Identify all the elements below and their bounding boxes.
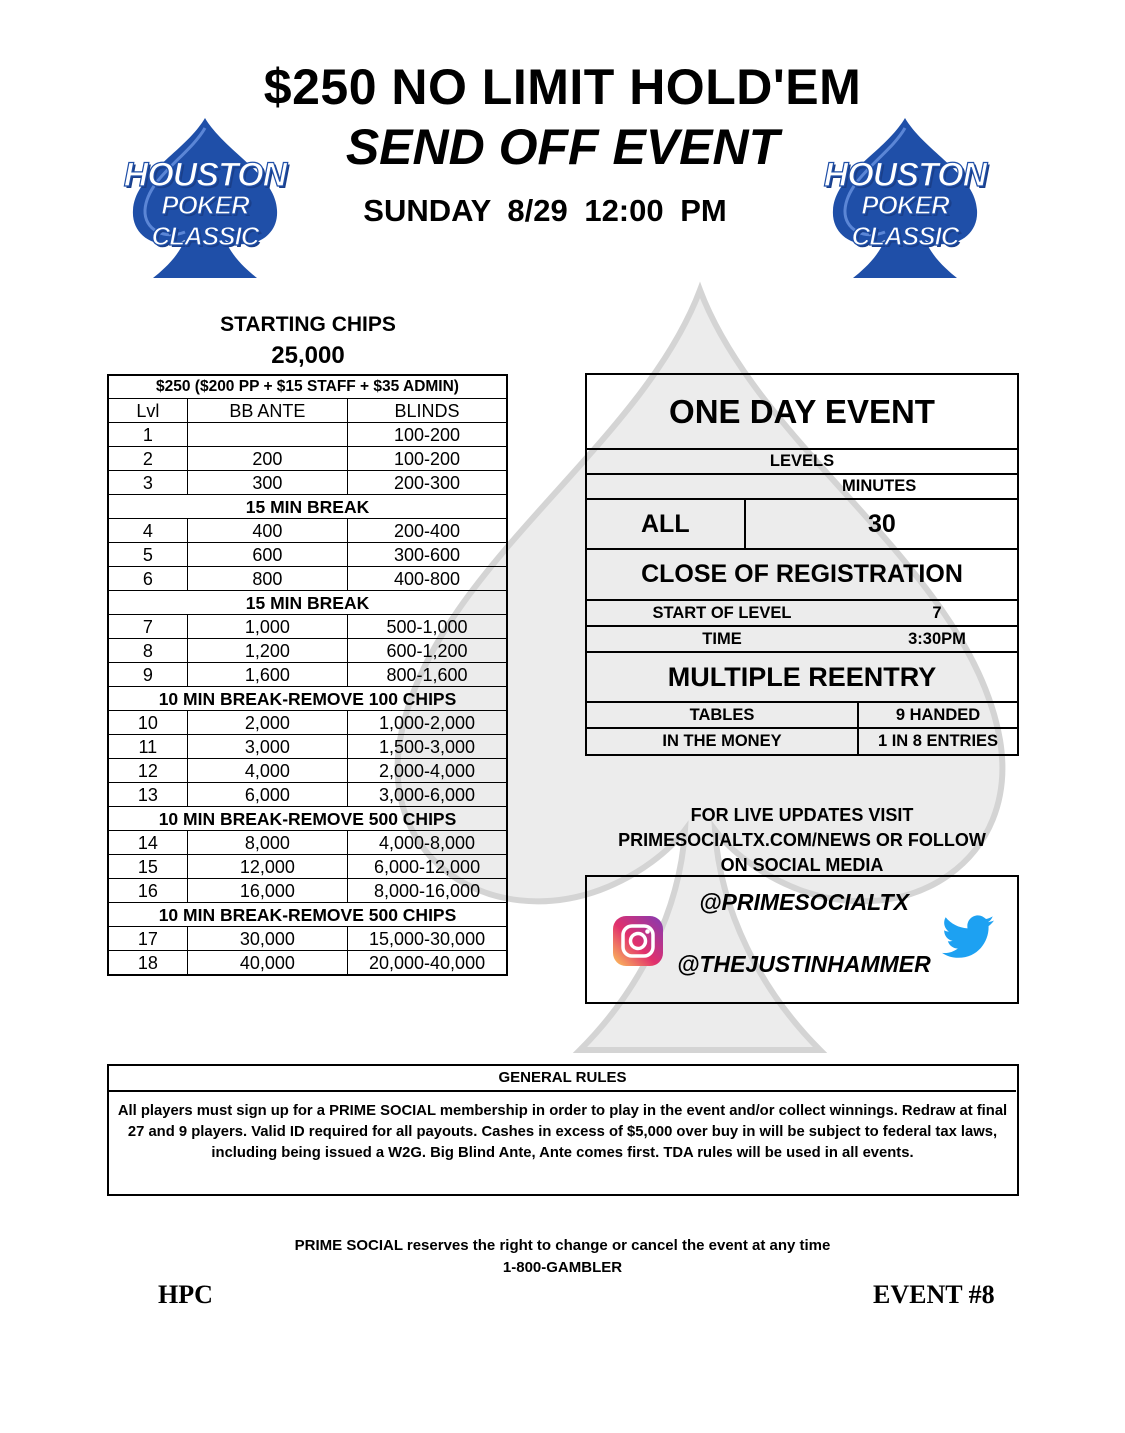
bb-ante-value: 1,000 bbox=[187, 615, 347, 639]
level-number: 13 bbox=[108, 783, 187, 807]
blinds-value: 6,000-12,000 bbox=[348, 855, 507, 879]
break-label: 15 MIN BREAK bbox=[108, 495, 507, 519]
time-value: 3:30PM bbox=[908, 629, 966, 648]
blinds-value: 3,000-6,000 bbox=[348, 783, 507, 807]
general-rules-box bbox=[107, 1064, 1019, 1196]
bb-ante-value: 800 bbox=[187, 567, 347, 591]
blinds-value: 100-200 bbox=[348, 423, 507, 447]
break-label: 10 MIN BREAK-REMOVE 500 CHIPS bbox=[108, 903, 507, 927]
footer-event-number: EVENT #8 bbox=[873, 1280, 995, 1309]
start-of-level-value: 7 bbox=[932, 603, 942, 622]
bb-ante-value bbox=[187, 423, 347, 447]
twitter-handle: @THEJUSTINHAMMER bbox=[677, 951, 931, 977]
level-number: 17 bbox=[108, 927, 187, 951]
blinds-value: 400-800 bbox=[348, 567, 507, 591]
bb-ante-value: 1,200 bbox=[187, 639, 347, 663]
bb-ante-value: 4,000 bbox=[187, 759, 347, 783]
level-row bbox=[108, 519, 507, 543]
event-subtitle: SEND OFF EVENT bbox=[345, 119, 780, 175]
bb-ante-value: 2,000 bbox=[187, 711, 347, 735]
in-the-money-label: IN THE MONEY bbox=[587, 729, 859, 754]
level-row bbox=[108, 879, 507, 903]
instagram-icon bbox=[612, 915, 664, 967]
in-the-money-value: 1 IN 8 ENTRIES bbox=[877, 732, 999, 750]
level-row bbox=[108, 639, 507, 663]
level-row bbox=[108, 471, 507, 495]
level-row bbox=[108, 831, 507, 855]
level-number: 15 bbox=[108, 855, 187, 879]
one-day-event-title: ONE DAY EVENT bbox=[669, 392, 935, 430]
instagram-handle: @PRIMESOCIALTX bbox=[699, 889, 909, 915]
logo-text-houston: HOUSTON bbox=[823, 156, 987, 194]
level-row bbox=[108, 567, 507, 591]
event-info-box bbox=[585, 373, 1019, 756]
break-row bbox=[108, 687, 507, 711]
multiple-reentry-title: MULTIPLE REENTRY bbox=[667, 661, 937, 692]
level-row bbox=[108, 951, 507, 976]
bb-ante-value: 200 bbox=[187, 447, 347, 471]
blinds-value: 4,000-8,000 bbox=[348, 831, 507, 855]
bb-ante-value: 1,600 bbox=[187, 663, 347, 687]
level-number: 12 bbox=[108, 759, 187, 783]
close-of-registration-title: CLOSE OF REGISTRATION bbox=[641, 560, 963, 588]
general-rules-text: All players must sign up for a PRIME SOCIAL membership in order to play in the event and/or collect winnings. Redraw at final 27 and 9 players. Valid ID required for all payouts. Cashes in excess of $5,000 over buy in will be subject to federal tax laws, including being issued a W2G. Big Blind Ante, Ante comes first. TDA rules will be used in all events. bbox=[117, 1103, 1008, 1161]
break-label: 10 MIN BREAK-REMOVE 100 CHIPS bbox=[108, 687, 507, 711]
blinds-value: 8,000-16,000 bbox=[348, 879, 507, 903]
level-number: 18 bbox=[108, 951, 187, 976]
level-number: 2 bbox=[108, 447, 187, 471]
column-header-ante: BB ANTE bbox=[187, 399, 347, 423]
starting-chips-value: 25,000 bbox=[271, 342, 345, 369]
bb-ante-value: 12,000 bbox=[187, 855, 347, 879]
blinds-value: 200-300 bbox=[348, 471, 507, 495]
tables-label: TABLES bbox=[587, 703, 859, 727]
live-updates-line1: FOR LIVE UPDATES VISIT bbox=[690, 805, 914, 825]
level-row bbox=[108, 447, 507, 471]
level-number: 14 bbox=[108, 831, 187, 855]
footer-hpc: HPC bbox=[158, 1280, 213, 1309]
blinds-value: 2,000-4,000 bbox=[348, 759, 507, 783]
level-row bbox=[108, 423, 507, 447]
tables-value: 9 HANDED bbox=[895, 705, 981, 724]
level-number: 7 bbox=[108, 615, 187, 639]
break-label: 15 MIN BREAK bbox=[108, 591, 507, 615]
level-number: 5 bbox=[108, 543, 187, 567]
level-number: 9 bbox=[108, 663, 187, 687]
bb-ante-value: 400 bbox=[187, 519, 347, 543]
twitter-icon bbox=[942, 915, 994, 959]
houston-poker-classic-logo-left bbox=[115, 112, 295, 282]
gambler-hotline: 1-800-GAMBLER bbox=[502, 1259, 623, 1276]
bb-ante-value: 6,000 bbox=[187, 783, 347, 807]
bb-ante-value: 40,000 bbox=[187, 951, 347, 976]
live-updates-line2: PRIMESOCIALTX.COM/NEWS OR FOLLOW bbox=[618, 830, 986, 850]
level-number: 16 bbox=[108, 879, 187, 903]
event-date-time: SUNDAY 8/29 12:00 PM bbox=[363, 193, 727, 228]
level-number: 11 bbox=[108, 735, 187, 759]
blinds-value: 1,500-3,000 bbox=[348, 735, 507, 759]
blinds-value: 20,000-40,000 bbox=[348, 951, 507, 976]
bb-ante-value: 30,000 bbox=[187, 927, 347, 951]
column-header-blinds: BLINDS bbox=[348, 399, 507, 423]
live-updates-line3: ON SOCIAL MEDIA bbox=[720, 855, 884, 875]
general-rules-heading: GENERAL RULES bbox=[109, 1066, 1016, 1092]
level-row bbox=[108, 735, 507, 759]
blinds-value: 1,000-2,000 bbox=[348, 711, 507, 735]
level-row bbox=[108, 543, 507, 567]
logo-text-poker-classic: POKER CLASSIC bbox=[851, 190, 959, 251]
bb-ante-value: 300 bbox=[187, 471, 347, 495]
blinds-value: 300-600 bbox=[348, 543, 507, 567]
bb-ante-value: 8,000 bbox=[187, 831, 347, 855]
break-row bbox=[108, 903, 507, 927]
blinds-value: 100-200 bbox=[348, 447, 507, 471]
blinds-value: 15,000-30,000 bbox=[348, 927, 507, 951]
break-row bbox=[108, 591, 507, 615]
bb-ante-value: 600 bbox=[187, 543, 347, 567]
disclaimer bbox=[0, 1235, 1125, 1279]
levels-value: ALL bbox=[587, 500, 746, 548]
break-label: 10 MIN BREAK-REMOVE 500 CHIPS bbox=[108, 807, 507, 831]
level-row bbox=[108, 759, 507, 783]
level-row bbox=[108, 615, 507, 639]
level-row bbox=[108, 927, 507, 951]
event-title: $250 NO LIMIT HOLD'EM bbox=[263, 59, 862, 115]
starting-chips-label: STARTING CHIPS bbox=[220, 313, 396, 336]
buyin-caption: $250 ($200 PP + $15 STAFF + $35 ADMIN) bbox=[108, 375, 507, 399]
level-number: 4 bbox=[108, 519, 187, 543]
houston-poker-classic-logo-right bbox=[815, 112, 995, 282]
minutes-label: MINUTES bbox=[842, 477, 917, 495]
levels-label: LEVELS bbox=[769, 452, 835, 470]
level-number: 3 bbox=[108, 471, 187, 495]
level-row bbox=[108, 711, 507, 735]
level-number: 10 bbox=[108, 711, 187, 735]
break-row bbox=[108, 807, 507, 831]
live-updates-text bbox=[585, 803, 1019, 878]
logo-text-poker-classic: POKER CLASSIC bbox=[151, 190, 259, 251]
bb-ante-value: 3,000 bbox=[187, 735, 347, 759]
start-of-level-label: START OF LEVEL bbox=[652, 603, 792, 622]
level-number: 6 bbox=[108, 567, 187, 591]
level-number: 8 bbox=[108, 639, 187, 663]
level-number: 1 bbox=[108, 423, 187, 447]
logo-text-houston: HOUSTON bbox=[123, 156, 287, 194]
time-label: TIME bbox=[702, 629, 742, 648]
column-header-level: Lvl bbox=[108, 399, 187, 423]
break-row bbox=[108, 495, 507, 519]
level-row bbox=[108, 783, 507, 807]
disclaimer-text: PRIME SOCIAL reserves the right to change or cancel the event at any time bbox=[294, 1237, 831, 1254]
blinds-value: 800-1,600 bbox=[348, 663, 507, 687]
bb-ante-value: 16,000 bbox=[187, 879, 347, 903]
minutes-value: 30 bbox=[868, 509, 896, 538]
blinds-value: 500-1,000 bbox=[348, 615, 507, 639]
level-row bbox=[108, 663, 507, 687]
blinds-value: 600-1,200 bbox=[348, 639, 507, 663]
blind-structure-table bbox=[107, 374, 508, 976]
social-media-box bbox=[585, 875, 1019, 1004]
blinds-value: 200-400 bbox=[348, 519, 507, 543]
level-row bbox=[108, 855, 507, 879]
